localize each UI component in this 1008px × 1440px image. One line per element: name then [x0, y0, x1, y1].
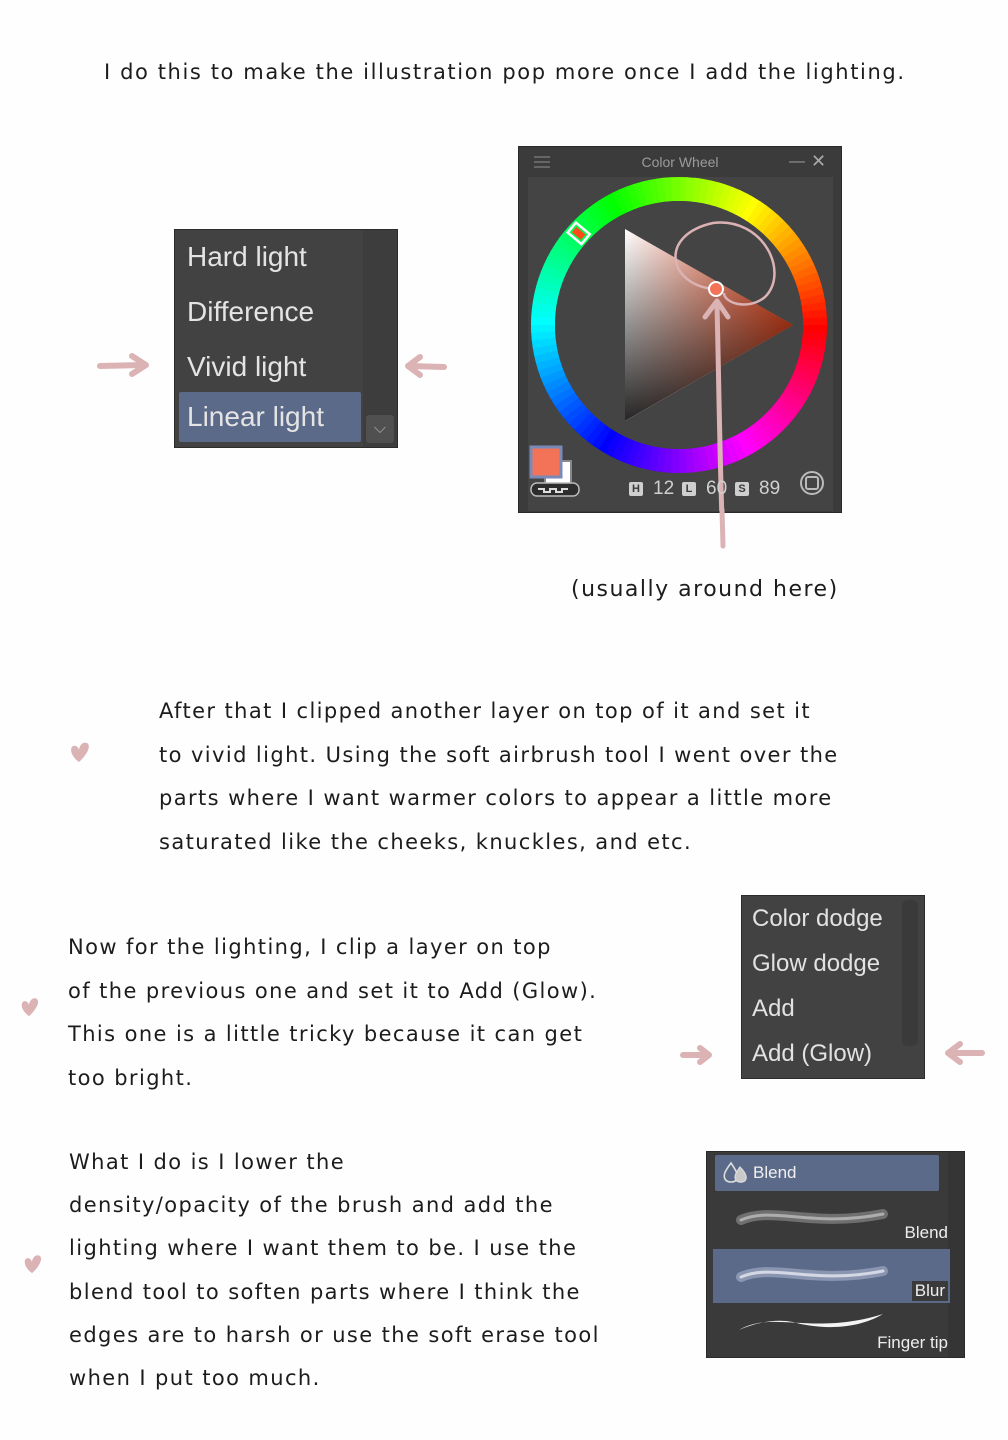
blend-item-hard-light[interactable]: Hard light	[187, 241, 307, 272]
text-line: to vivid light. Using the soft airbrush tool I went over the	[159, 742, 839, 767]
blend-mode-list[interactable]	[174, 229, 398, 448]
arrow-left-icon	[402, 353, 448, 381]
panel-title: Color Wheel	[641, 154, 719, 170]
text-line: of the previous one and set it to Add (Glow).	[68, 978, 598, 1003]
scrollbar[interactable]	[902, 900, 918, 1046]
text-line: Now for the lighting, I clip a layer on top	[68, 935, 552, 959]
text-line: lighting where I want them to be. I use the	[69, 1236, 578, 1261]
text-line: What I do is I lower the	[69, 1150, 346, 1174]
paragraph-vivid-light	[159, 690, 839, 864]
panel-titlebar[interactable]	[519, 147, 841, 177]
brush-panel[interactable]	[706, 1151, 965, 1358]
text-line: too bright.	[68, 1065, 194, 1090]
s-value[interactable]: 89	[759, 478, 781, 499]
text-line: density/opacity of the brush and add the	[69, 1193, 554, 1218]
brush-item-blur[interactable]	[713, 1249, 950, 1303]
heart-icon	[66, 738, 92, 764]
blend-drops-icon	[721, 1161, 749, 1185]
paragraph-add-glow	[68, 926, 597, 1100]
l-label: L	[682, 482, 696, 496]
l-value[interactable]: 60	[706, 478, 728, 499]
settings-icon[interactable]	[801, 472, 823, 494]
blend-item-color-dodge[interactable]: Color dodge	[752, 905, 883, 932]
brush-item-label: Blur	[912, 1281, 948, 1301]
hue-ring[interactable]	[528, 177, 833, 511]
annotation-arrow	[712, 508, 732, 552]
annotation-wheel: (usually around here)	[571, 577, 839, 602]
brush-item-blend[interactable]	[713, 1194, 950, 1246]
blend-item-glow-dodge[interactable]: Glow dodge	[752, 950, 881, 977]
minimize-icon[interactable]: —	[789, 153, 805, 170]
color-picker-marker[interactable]	[709, 282, 723, 296]
heart-icon	[16, 994, 42, 1018]
text-line: After that I clipped another layer on top of it and set it	[159, 699, 812, 723]
heart-icon	[19, 1251, 45, 1275]
h-label: H	[629, 482, 643, 496]
brush-item-label: Finger tip	[877, 1333, 948, 1352]
color-wheel-body	[528, 177, 833, 511]
brush-stroke-preview	[733, 1198, 893, 1238]
brush-group-title: Blend	[753, 1163, 797, 1182]
blend-item-difference[interactable]: Difference	[187, 296, 315, 327]
brush-item-label: Blend	[904, 1223, 948, 1242]
paragraph-blend-tool	[69, 1141, 600, 1400]
h-value[interactable]: 12	[653, 478, 675, 499]
scrollbar[interactable]	[948, 1152, 964, 1357]
brush-item-finger-tip[interactable]	[713, 1304, 950, 1356]
close-icon[interactable]: ✕	[811, 151, 827, 171]
color-wheel-panel[interactable]	[518, 146, 842, 513]
blend-item-vivid-light[interactable]: Vivid light	[187, 351, 307, 382]
text-line: parts where I want warmer colors to appear a little more	[159, 786, 833, 810]
text-line: This one is a little tricky because it can get	[68, 1022, 584, 1046]
blend-item-add[interactable]: Add	[752, 995, 795, 1022]
main-color-swatch[interactable]	[531, 447, 561, 477]
text-line: blend tool to soften parts where I think the	[69, 1279, 581, 1304]
chevron-down-icon[interactable]: ⌵	[366, 415, 394, 443]
arrow-left-icon	[942, 1040, 986, 1066]
blend-item-add-glow[interactable]: Add (Glow)	[752, 1040, 873, 1067]
s-label: S	[735, 482, 749, 496]
blend-item-linear-light[interactable]: Linear light	[179, 392, 361, 442]
intro-text: I do this to make the illustration pop more once I add the lighting.	[104, 60, 906, 84]
text-line: saturated like the cheeks, knuckles, and etc.	[159, 829, 693, 854]
arrow-right-icon	[680, 1044, 714, 1066]
text-line: edges are to harsh or use the soft erase tool	[69, 1322, 600, 1347]
arrow-right-icon	[96, 352, 152, 380]
blend-mode-list[interactable]	[741, 895, 925, 1079]
text-line: when I put too much.	[69, 1366, 321, 1391]
brush-group-header[interactable]	[715, 1155, 939, 1191]
brush-stroke-preview	[733, 1255, 893, 1295]
